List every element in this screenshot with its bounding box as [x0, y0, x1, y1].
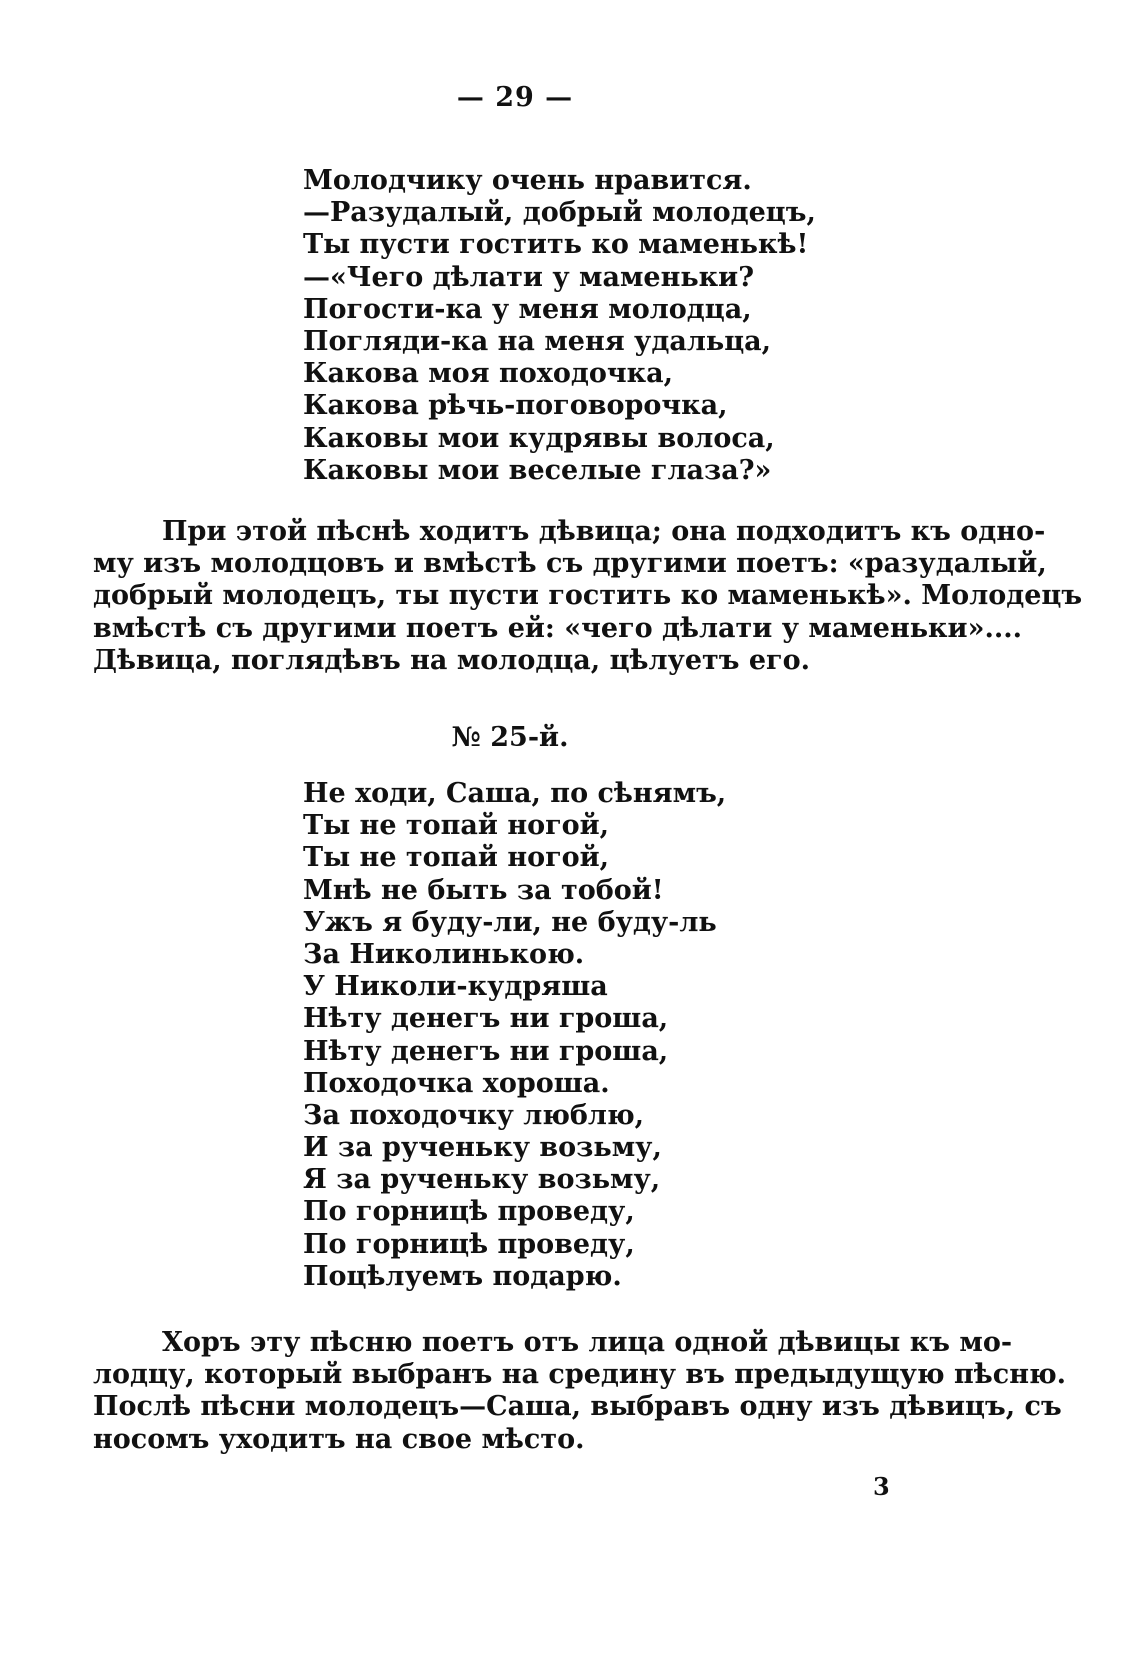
section-title: № 25-й. [451, 722, 569, 753]
verse-line: По горницѣ проведу, [303, 1228, 635, 1260]
paragraph-line: При этой пѣснѣ ходитъ дѣвица; она подходитъ къ одно- [162, 516, 1046, 547]
verse-line: Какова моя походочка, [303, 358, 674, 390]
verse-line: За Николинькою. [303, 938, 585, 970]
paragraph-line: вмѣстѣ съ другими поетъ ей: «чего дѣлати у маменьки».... [93, 612, 1023, 644]
paragraph-line: Послѣ пѣсни молодецъ—Саша, выбравъ одну изъ дѣвицъ, съ [93, 1391, 1062, 1423]
paragraph-line: добрый молодецъ, ты пусти гостить ко маменькѣ». Молодецъ [93, 580, 1083, 612]
verse-line: Ты не топай ногой, [303, 842, 610, 874]
paragraph-block-1 [93, 516, 1083, 677]
verse-line: За походочку люблю, [303, 1099, 645, 1131]
verse-line: Ты не топай ногой, [303, 810, 610, 842]
verse-line: —Разудалый, добрый молодецъ, [303, 197, 816, 229]
paragraph-line: Дѣвица, поглядѣвъ на молодца, цѣлуетъ его. [93, 644, 810, 676]
verse-block-1 [303, 165, 816, 487]
verse-line: Поцѣлуемъ подарю. [303, 1260, 622, 1292]
verse-line: Погляди-ка на меня удальца, [303, 325, 772, 357]
signature-mark: 3 [873, 1472, 890, 1501]
verse-line: Каковы мои кудрявы волоса, [303, 422, 775, 454]
verse-line: Не ходи, Саша, по сѣнямъ, [303, 778, 727, 809]
verse-line: И за рученьку возьму, [303, 1132, 662, 1164]
verse-line: Погости-ка у меня молодца, [303, 293, 752, 325]
verse-line: Мнѣ не быть за тобой! [303, 874, 664, 906]
verse-line: По горницѣ проведу, [303, 1196, 635, 1228]
verse-line: Я за рученьку возьму, [303, 1164, 661, 1196]
paragraph-line: Хоръ эту пѣсню поетъ отъ лица одной дѣвицы къ мо- [162, 1327, 1013, 1358]
paragraph-line: му изъ молодцовъ и вмѣстѣ съ другими поетъ: «разудалый, [93, 548, 1047, 580]
verse-line: У Николи-кудряша [303, 971, 608, 1003]
paragraph-line: лодцу, который выбранъ на средину въ предыдущую пѣсню. [93, 1359, 1067, 1391]
verse-line: Ты пусти гостить ко маменькѣ! [303, 229, 809, 261]
verse-line: Нѣту денегъ ни гроша, [303, 1003, 669, 1035]
verse-line: Ужъ я буду-ли, не буду-ль [303, 906, 717, 938]
verse-line: Молодчику очень нравится. [303, 165, 752, 196]
verse-line: —«Чего дѣлати у маменьки? [303, 261, 755, 293]
paragraph-block-2 [93, 1327, 1067, 1456]
verse-block-2 [303, 778, 726, 1293]
page-number-header: — 29 — [456, 82, 574, 113]
paragraph-line: носомъ уходитъ на свое мѣсто. [93, 1423, 585, 1455]
verse-line: Нѣту денегъ ни гроша, [303, 1035, 669, 1067]
verse-line: Какова рѣчь-поговорочка, [303, 390, 728, 422]
verse-line: Походочка хороша. [303, 1067, 610, 1099]
verse-line: Каковы мои веселые глаза?» [303, 454, 772, 486]
